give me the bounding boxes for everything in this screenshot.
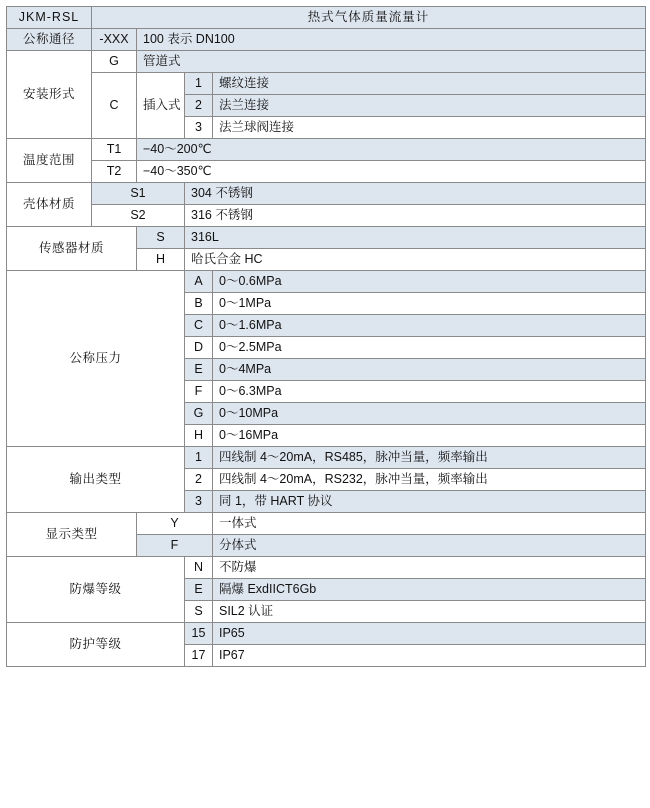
mounting-code-c: C	[92, 73, 137, 139]
table-row-temperature-1	[7, 139, 646, 161]
pressure-value-e: 0～4MPa	[213, 359, 646, 381]
table-row-temperature-2	[7, 161, 646, 183]
pressure-value-d: 0～2.5MPa	[213, 337, 646, 359]
pressure-code-b: B	[185, 293, 213, 315]
pressure-code-h: H	[185, 425, 213, 447]
shell-code-s2: S2	[92, 205, 185, 227]
display-value-f: 分体式	[213, 535, 646, 557]
protection-value-15: IP65	[213, 623, 646, 645]
pressure-value-b: 0～1MPa	[213, 293, 646, 315]
pressure-code-f: F	[185, 381, 213, 403]
mounting-sub-label-insert: 插入式	[137, 73, 185, 139]
row-label-sensor-material: 传感器材质	[7, 227, 137, 271]
protection-code-17: 17	[185, 645, 213, 667]
explosion-value-n: 不防爆	[213, 557, 646, 579]
explosion-code-n: N	[185, 557, 213, 579]
pressure-value-f: 0～6.3MPa	[213, 381, 646, 403]
table-row-title	[7, 7, 646, 29]
explosion-value-s: SIL2 认证	[213, 601, 646, 623]
model-selection-table	[6, 6, 646, 667]
pressure-code-a: A	[185, 271, 213, 293]
pressure-code-c: C	[185, 315, 213, 337]
row-label-display-type: 显示类型	[7, 513, 137, 557]
table-row-shell-material-1	[7, 183, 646, 205]
mounting-value-ball-valve: 法兰球阀连接	[213, 117, 646, 139]
display-code-y: Y	[137, 513, 213, 535]
pressure-value-h: 0～16MPa	[213, 425, 646, 447]
pressure-value-a: 0～0.6MPa	[213, 271, 646, 293]
pressure-code-g: G	[185, 403, 213, 425]
row-label-nominal-diameter: 公称通径	[7, 29, 92, 51]
model-prefix: JKM-RSL	[7, 7, 92, 29]
table-row-pressure-1	[7, 271, 646, 293]
pressure-code-d: D	[185, 337, 213, 359]
table-row-protection-1	[7, 623, 646, 645]
temperature-value-t1: −40～200℃	[137, 139, 646, 161]
sensor-code-s: S	[137, 227, 185, 249]
output-value-2: 四线制 4～20mA，RS232，脉冲当量，频率输出	[213, 469, 646, 491]
row-label-output-type: 输出类型	[7, 447, 185, 513]
sensor-code-h: H	[137, 249, 185, 271]
row-label-mounting: 安装形式	[7, 51, 92, 139]
mounting-value-pipeline: 管道式	[137, 51, 646, 73]
value-nominal-diameter: 100 表示 DN100	[137, 29, 646, 51]
document-title: 热式气体质量流量计	[92, 7, 646, 29]
display-code-f: F	[137, 535, 213, 557]
output-value-3: 同 1，带 HART 协议	[213, 491, 646, 513]
table-row-sensor-material-1	[7, 227, 646, 249]
table-row-display-1	[7, 513, 646, 535]
row-label-nominal-pressure: 公称压力	[7, 271, 185, 447]
row-label-temperature-range: 温度范围	[7, 139, 92, 183]
mounting-code-g: G	[92, 51, 137, 73]
mounting-code-2: 2	[185, 95, 213, 117]
mounting-value-thread: 螺纹连接	[213, 73, 646, 95]
protection-code-15: 15	[185, 623, 213, 645]
table-row-output-1	[7, 447, 646, 469]
temperature-code-t2: T2	[92, 161, 137, 183]
output-code-3: 3	[185, 491, 213, 513]
code-nominal-diameter: -XXX	[92, 29, 137, 51]
row-label-shell-material: 壳体材质	[7, 183, 92, 227]
row-label-explosion-proof: 防爆等级	[7, 557, 185, 623]
sensor-value-s: 316L	[185, 227, 646, 249]
explosion-value-e: 隔爆 ExdIICT6Gb	[213, 579, 646, 601]
pressure-code-e: E	[185, 359, 213, 381]
output-code-1: 1	[185, 447, 213, 469]
sensor-value-h: 哈氏合金 HC	[185, 249, 646, 271]
pressure-value-g: 0～10MPa	[213, 403, 646, 425]
mounting-value-flange: 法兰连接	[213, 95, 646, 117]
pressure-value-c: 0～1.6MPa	[213, 315, 646, 337]
table-row-nominal-diameter	[7, 29, 646, 51]
explosion-code-s: S	[185, 601, 213, 623]
row-label-protection-grade: 防护等级	[7, 623, 185, 667]
table-row-explosion-1	[7, 557, 646, 579]
table-row-mounting-2	[7, 73, 646, 95]
temperature-value-t2: −40～350℃	[137, 161, 646, 183]
temperature-code-t1: T1	[92, 139, 137, 161]
display-value-y: 一体式	[213, 513, 646, 535]
shell-value-s2: 316 不锈钢	[185, 205, 646, 227]
shell-value-s1: 304 不锈钢	[185, 183, 646, 205]
table-row-shell-material-2	[7, 205, 646, 227]
mounting-code-3: 3	[185, 117, 213, 139]
table-row-mounting-1	[7, 51, 646, 73]
explosion-code-e: E	[185, 579, 213, 601]
protection-value-17: IP67	[213, 645, 646, 667]
output-value-1: 四线制 4～20mA，RS485，脉冲当量，频率输出	[213, 447, 646, 469]
output-code-2: 2	[185, 469, 213, 491]
shell-code-s1: S1	[92, 183, 185, 205]
mounting-code-1: 1	[185, 73, 213, 95]
